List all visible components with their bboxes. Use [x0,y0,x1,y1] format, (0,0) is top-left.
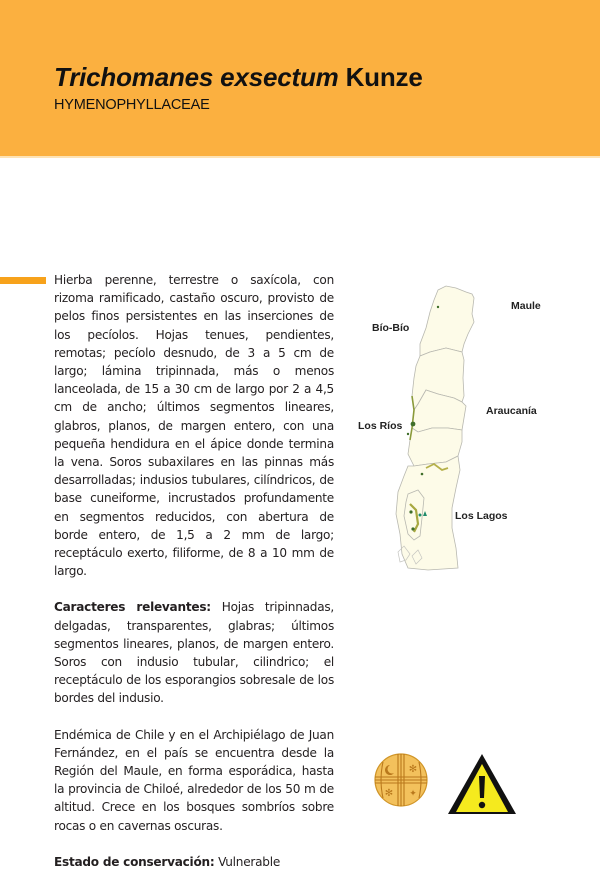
conservation-label: Estado de conservación: [54,854,215,869]
warning-triangle-icon [446,752,518,814]
map-label-maule: Maule [511,300,541,312]
svg-text:✦: ✦ [409,789,417,799]
header-banner [0,0,600,158]
map-label-biobio: Bío-Bío [372,322,410,334]
distribution-map [358,278,568,578]
conservation-value: Vulnerable [214,854,281,869]
conservation-paragraph [54,853,334,871]
description-paragraph: Hierba perenne, terrestre o saxícola, con rizoma ramificado, castaño oscuro, provisto de pelos finos persistentes en las inserciones de los pecíolos. Hojas tenues, pendientes, remotas; pecíolo desnudo, de 3 a 5 cm de largo; lámina tripinnada, más o menos lanceolada, de 15 a 30 cm de largo por 2 a 4,5 cm de ancho; últimos segmentos lineares, glabros, planos, de margen entero, con una pequeña hendidura en el ápice donde termina la vena. Soros subaxilares en las pinnas más desarrolladas; indusios tubulares, cilíndricos, de base cuneiforme, incrustados profundamente en segmentos reducidos, con abertura de borde entero, de 1,5 a 2 mm de largo; receptáculo exerto, filiforme, de 8 a 10 mm de largo. [54,273,334,579]
species-name: Trichomanes exsectum [54,62,339,92]
species-author: Kunze [345,62,423,92]
text-column [54,271,334,889]
conservation-badge [446,752,518,814]
svg-text:✻: ✻ [408,764,418,775]
distribution-paragraph: Endémica de Chile y en el Archipiélago de Juan Fernández, en el país se encuentra desde la Región del Maule, en forma esporádica, hasta la provincia de Chiloé, alrededor de los 50 m de altitud. Crece en los bosques sombríos sobre rocas o en cavernas oscuras. [54,727,334,833]
accent-bar [0,277,46,284]
relevant-characters-paragraph [54,598,334,707]
family-name: HYMENOPHYLLACEAE [54,97,210,113]
relevant-characters-text: Hojas tripinnadas, delgadas, transparentes, glabras; últimos segmentos lineares, planos, de margen entero. Soros con indusio tubular, cilindrico; el receptáculo de los esporangios sobresale de los bordes del indusio. [54,600,334,706]
species-title [54,62,423,93]
map-label-los-lagos: Los Lagos [455,510,508,522]
svg-text:✻: ✻ [384,788,394,799]
map-label-los-rios: Los Ríos [358,420,403,432]
map-label-araucania: Araucanía [486,405,537,417]
relevant-characters-label: Caracteres relevantes: [54,600,211,615]
